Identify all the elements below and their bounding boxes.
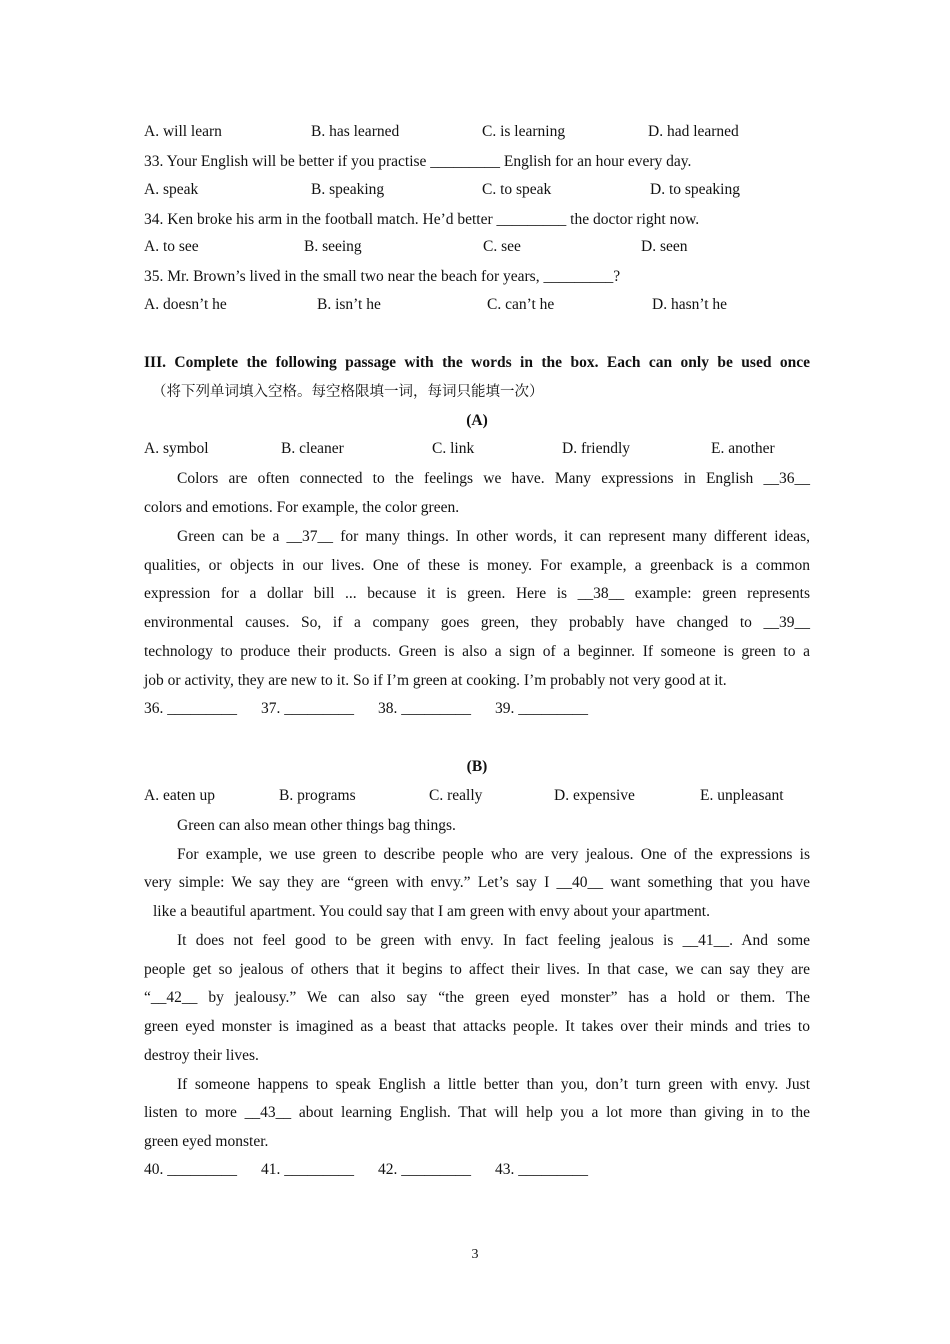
option: B. isn’t he xyxy=(317,296,381,313)
answer-blank[interactable]: 37. _________ xyxy=(261,700,354,717)
option: C. see xyxy=(483,238,521,255)
passage-line: green eyed monster is imagined as a beast that attacks people. It takes over their minds and tries to xyxy=(144,1018,810,1035)
word-option: B. cleaner xyxy=(281,440,344,457)
option: A. will learn xyxy=(144,123,222,140)
word-option: D. friendly xyxy=(562,440,631,457)
word-option: B. programs xyxy=(279,787,356,804)
passage-line: people get so jealous of others that it begins to affect their lives. In that case, we can say they are xyxy=(144,961,810,978)
passage-line: qualities, or objects in our lives. One of these is money. For example, a greenback is a common xyxy=(144,557,810,574)
word-option: D. expensive xyxy=(554,787,635,804)
question-34: 34. Ken broke his arm in the football match. He’d better _________ the doctor right now. xyxy=(144,211,700,228)
word-option: C. link xyxy=(432,440,475,457)
passage-line: like a beautiful apartment. You could say that I am green with envy about your apartment. xyxy=(153,903,710,920)
answer-blank[interactable]: 36. _________ xyxy=(144,700,237,717)
option: A. to see xyxy=(144,238,199,255)
passage-line: very simple: We say they are “green with envy.” Let’s say I __40__ want something that you have xyxy=(144,874,810,891)
passage-line: Green can also mean other things bag things. xyxy=(177,817,456,834)
passage-line: If someone happens to speak English a little better than you, don’t turn green with envy. Just xyxy=(177,1076,810,1093)
passage-line: listen to more __43__ about learning English. That will help you a lot more than giving in to the xyxy=(144,1104,810,1121)
passage-line: job or activity, they are new to it. So if I’m green at cooking. I’m probably not very good at it. xyxy=(144,672,727,689)
answer-blank[interactable]: 39. _________ xyxy=(495,700,588,717)
word-option: A. eaten up xyxy=(144,787,216,804)
passage-line: Colors are often connected to the feelings we have. Many expressions in English __36__ xyxy=(177,470,810,487)
answer-blank[interactable]: 38. _________ xyxy=(378,700,471,717)
question-33: 33. Your English will be better if you practise _________ English for an hour every day. xyxy=(144,153,692,170)
option: A. doesn’t he xyxy=(144,296,227,313)
option: B. has learned xyxy=(311,123,400,140)
option: C. can’t he xyxy=(487,296,555,313)
question-35: 35. Mr. Brown’s lived in the small two near the beach for years, _________? xyxy=(144,268,621,285)
option: D. hasn’t he xyxy=(652,296,728,313)
option: D. seen xyxy=(641,238,688,255)
option: A. speak xyxy=(144,181,199,198)
passage-line: green eyed monster. xyxy=(144,1133,269,1150)
chinese-instruction: （将下列单词填入空格。每空格限填一词，每词只能填一次） xyxy=(152,384,544,400)
option: D. to speaking xyxy=(650,181,740,198)
passage-line: “__42__ by jealousy.” We can also say “the green eyed monster” has a hold or them. The xyxy=(144,989,810,1006)
answer-blank[interactable]: 41. _________ xyxy=(261,1161,354,1178)
word-option: A. symbol xyxy=(144,440,209,457)
passage-line: destroy their lives. xyxy=(144,1047,259,1064)
passage-line: It does not feel good to be green with envy. In fact feeling jealous is __41__. And some xyxy=(177,932,810,949)
word-option: E. another xyxy=(711,440,775,457)
passage-line: expression for a dollar bill ... because it is green. Here is __38__ example: green represents xyxy=(144,585,810,602)
part-a-heading: (A) xyxy=(466,412,488,429)
answer-blank[interactable]: 43. _________ xyxy=(495,1161,588,1178)
word-option: C. really xyxy=(429,787,483,804)
option: B. seeing xyxy=(304,238,362,255)
part-b-heading: (B) xyxy=(466,758,488,775)
option: D. had learned xyxy=(648,123,739,140)
answer-blank[interactable]: 42. _________ xyxy=(378,1161,471,1178)
passage-line: colors and emotions. For example, the color green. xyxy=(144,499,460,516)
section-title: III. Complete the following passage with the words in the box. Each can only be used once xyxy=(144,354,810,371)
option: B. speaking xyxy=(311,181,385,198)
passage-line: Green can be a __37__ for many things. In other words, it can represent many different ideas, xyxy=(177,528,810,545)
passage-line: technology to produce their products. Green is also a sign of a beginner. If someone is green to a xyxy=(144,643,810,660)
passage-line: environmental causes. So, if a company goes green, they probably have changed to __39__ xyxy=(144,614,810,631)
page-number: 3 xyxy=(471,1247,479,1262)
option: C. to speak xyxy=(482,181,552,198)
word-option: E. unpleasant xyxy=(700,787,784,804)
option: C. is learning xyxy=(482,123,566,140)
answer-blank[interactable]: 40. _________ xyxy=(144,1161,237,1178)
passage-line: For example, we use green to describe people who are very jealous. One of the expressions is xyxy=(177,846,810,863)
